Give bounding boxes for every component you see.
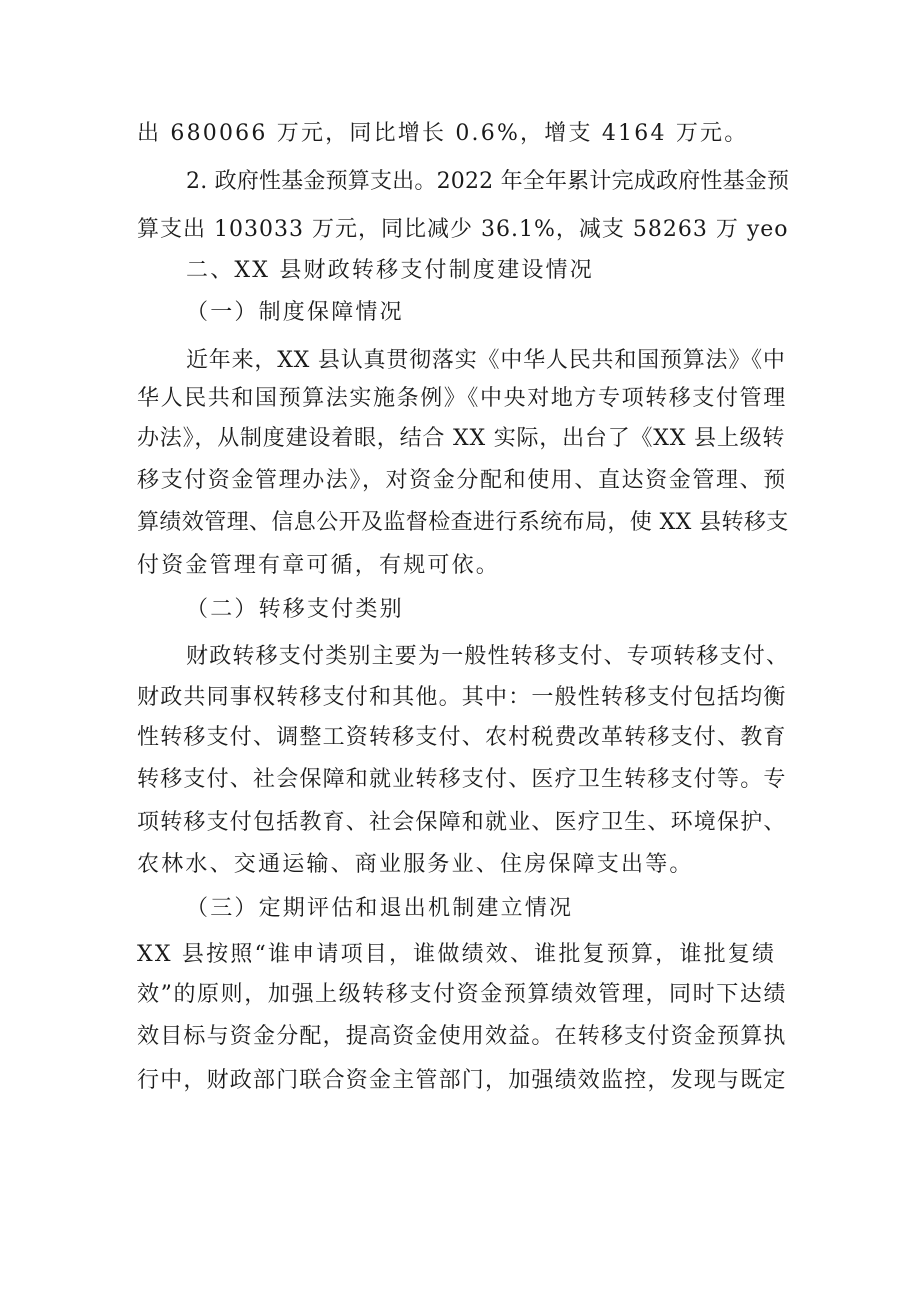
subsection-heading: （三）定期评估和退出机制建立情况 <box>186 896 574 921</box>
text-line: 农林水、交通运输、商业服务业、住房保障支出等。 <box>137 852 694 877</box>
text-line: 财政转移支付类别主要为一般性转移支付、专项转移支付、 <box>186 644 790 669</box>
text-line: 财政共同事权转移支付和其他。其中：一般性转移支付包括均衡 <box>137 685 787 710</box>
text-line: 算绩效管理、信息公开及监督检查进行系统布局，使 XX 县转移支 <box>137 510 789 535</box>
text-line: 性转移支付、调整工资转移支付、农村税费改革转移支付、教育 <box>137 725 787 750</box>
subsection-heading: （一）制度保障情况 <box>186 300 404 325</box>
section-heading: 二、XX 县财政转移支付制度建设情况 <box>186 258 594 283</box>
text-line: 移支付资金管理办法》，对资金分配和使用、直达资金管理、预 <box>137 468 787 493</box>
text-line: 办法》，从制度建设着眼，结合 XX 实际，出台了《XX 县上级转 <box>137 426 786 451</box>
text-line: 效”的原则，加强上级转移支付资金预算绩效管理，同时下达绩 <box>137 982 788 1007</box>
text-line: 出 680066 万元，同比增长 0.6%，增支 4164 万元。 <box>137 121 749 146</box>
subsection-heading: （二）转移支付类别 <box>186 597 404 622</box>
text-line: 2. 政府性基金预算支出。2022 年全年累计完成政府性基金预 <box>186 169 790 194</box>
text-line: 转移支付、社会保障和就业转移支付、医疗卫生转移支付等。专 <box>137 767 787 792</box>
text-line: 效目标与资金分配，提高资金使用效益。在转移支付资金预算执 <box>137 1024 787 1049</box>
text-line: 行中，财政部门联合资金主管部门，加强绩效监控，发现与既定 <box>137 1068 787 1093</box>
text-line: 项转移支付包括教育、社会保障和就业、医疗卫生、环境保护、 <box>137 810 787 835</box>
text-line: 算支出 103033 万元，同比减少 36.1%，减支 58263 万 yeo <box>137 217 789 242</box>
text-line: 华人民共和国预算法实施条例》《中央对地方专项转移支付管理 <box>137 386 787 411</box>
text-line: XX 县按照“谁申请项目，谁做绩效、谁批复预算，谁批复绩 <box>137 942 777 967</box>
text-line: 付资金管理有章可循，有规可依。 <box>137 553 501 578</box>
text-line: 近年来，XX 县认真贯彻落实《中华人民共和国预算法》《中 <box>186 348 786 373</box>
